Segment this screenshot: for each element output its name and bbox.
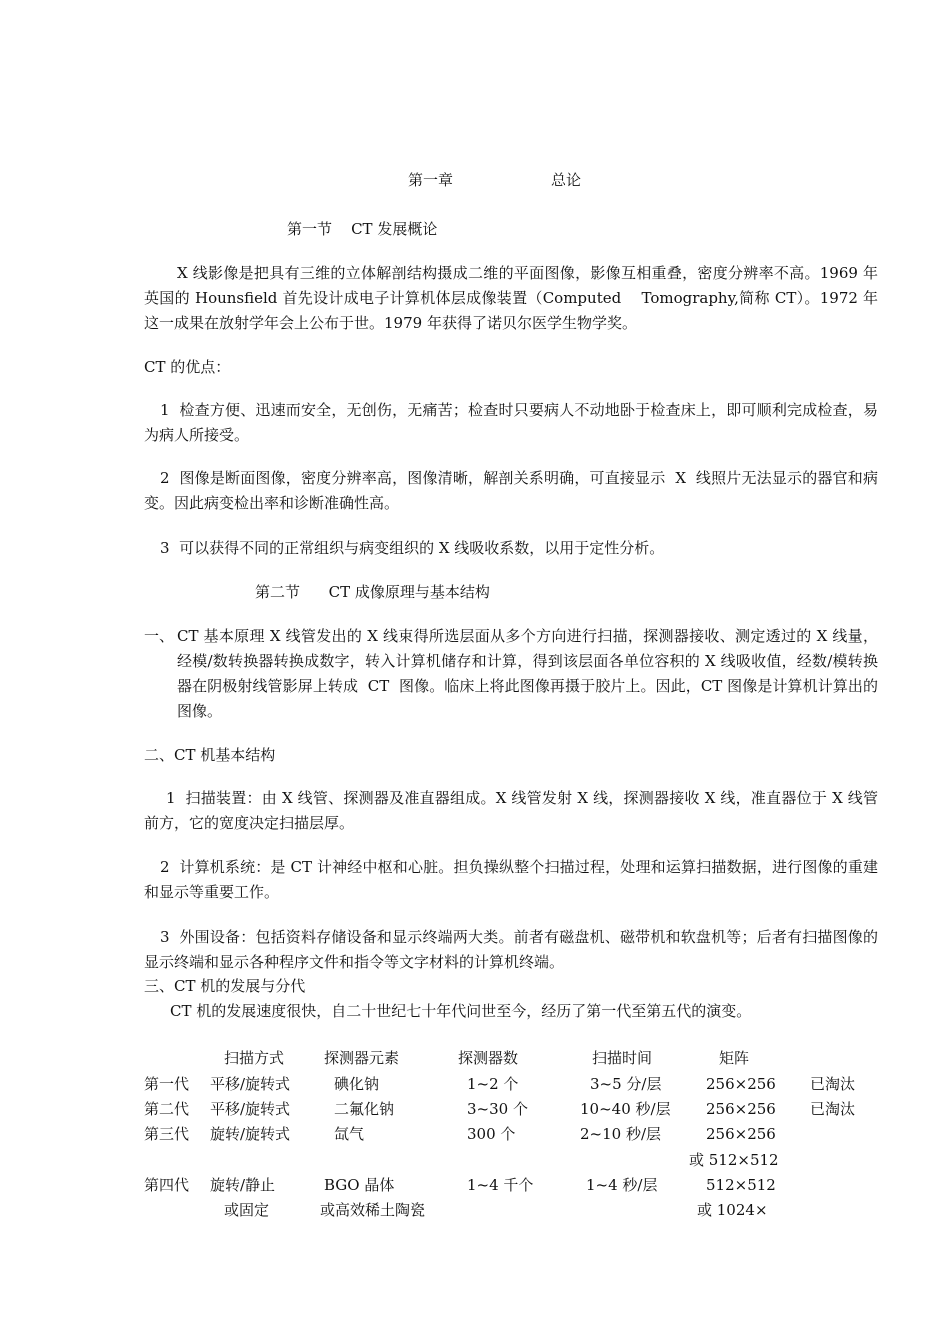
table-cell: 1~4 千个: [467, 1176, 534, 1194]
table-cell: 二氟化钠: [334, 1100, 395, 1118]
table-cell: 第二代: [144, 1100, 190, 1118]
table-cell: 旋转/旋转式: [210, 1125, 291, 1143]
development-title: 三、CT 机的发展与分代: [144, 977, 306, 995]
structure-item: 3 外围设备：包括资料存储设备和显示终端两大类。前者有磁盘机、磁带机和软盘机等；后者有扫描图像的显示终端和显示各种程序文件和指令等文字材料的计算机终端。: [144, 928, 878, 971]
table-cell: 平移/旋转式: [210, 1075, 291, 1093]
table-row: [0, 1098, 950, 1120]
chapter-number: 第一章: [408, 171, 454, 189]
structure-item: 1 扫描装置：由 X 线管、探测器及准直器组成。X 线管发射 X 线，探测器接收 X 线，准直器位于 X 线管前方，它的宽度决定扫描层厚。: [144, 789, 878, 832]
section2-heading: 第二节 CT 成像原理与基本结构: [255, 583, 490, 601]
table-cell: 256×256: [706, 1100, 776, 1118]
table-row: [0, 1149, 950, 1171]
section1-heading: 第一节 CT 发展概论: [287, 220, 438, 238]
principle-lead: 一、: [144, 627, 175, 645]
advantage-item: 2 图像是断面图像，密度分辨率高，图像清晰，解剖关系明确，可直接显示 X 线照片无法显示的器官和病变。因此病变检出率和诊断准确性高。: [144, 469, 878, 512]
table-row: [0, 1073, 950, 1095]
section1-intro: X 线影像是把具有三维的立体解剖结构摄成二维的平面图像，影像互相重叠，密度分辨率不高。1969 年英国的 Hounsfield 首先设计成电子计算机体层成像装置（Computed Tomography,简称 CT）。1972 年这一成果在放射学年会上公布于世。1979 年获得了诺贝尔医学生物学奖。: [144, 264, 878, 332]
table-cell: 512×512: [706, 1176, 776, 1194]
table-cell: 3~30 个: [467, 1100, 528, 1118]
table-cell: 或 1024×: [697, 1201, 768, 1219]
table-cell: 或高效稀土陶瓷: [320, 1201, 426, 1219]
development-text: CT 机的发展速度很快，自二十世纪七十年代问世至今，经历了第一代至第五代的演变。: [170, 1002, 752, 1020]
table-header: 探测器数: [458, 1049, 519, 1067]
table-cell: 旋转/静止: [210, 1176, 276, 1194]
structure-title: 二、CT 机基本结构: [144, 746, 276, 764]
structure-item: 2 计算机系统：是 CT 计神经中枢和心脏。担负操纵整个扫描过程，处理和运算扫描数据，进行图像的重建和显示等重要工作。: [144, 858, 878, 901]
table-cell: 1~2 个: [467, 1075, 519, 1093]
table-cell: 第一代: [144, 1075, 190, 1093]
table-header: 矩阵: [719, 1049, 750, 1067]
table-cell: 平移/旋转式: [210, 1100, 291, 1118]
table-cell: 256×256: [706, 1075, 776, 1093]
table-cell: 第三代: [144, 1125, 190, 1143]
table-cell: 256×256: [706, 1125, 776, 1143]
table-cell: 1~4 秒/层: [586, 1176, 658, 1194]
table-cell: 已淘汰: [810, 1075, 856, 1093]
advantage-item: 3 可以获得不同的正常组织与病变组织的 X 线吸收系数，以用于定性分析。: [160, 539, 665, 557]
table-cell: 3~5 分/层: [590, 1075, 662, 1093]
table-row: [0, 1123, 950, 1145]
chapter-title: 总论: [551, 171, 582, 189]
table-cell: 2~10 秒/层: [580, 1125, 662, 1143]
table-header: 扫描方式: [224, 1049, 285, 1067]
table-header-row: [0, 1047, 950, 1069]
table-cell: 碘化钠: [334, 1075, 380, 1093]
table-cell: 氙气: [334, 1125, 365, 1143]
table-cell: 或固定: [224, 1201, 270, 1219]
principle-text: CT 基本原理 X 线管发出的 X 线束得所选层面从多个方向进行扫描，探测器接收、测定透过的 X 线量，经模/数转换器转换成数字，转入计算机储存和计算，得到该层面各单位容积的 X 线吸收值，经数/模转换器在阴极射线管影屏上转成 CT 图像。临床上将此图像再摄于胶片上。因此，CT 图像是计算机计算出的图像。: [177, 627, 878, 720]
table-row: [0, 1174, 950, 1196]
advantage-item: 1 检查方便、迅速而安全，无创伤，无痛苦；检查时只要病人不动地卧于检查床上，即可顺利完成检查，易为病人所接受。: [144, 401, 878, 444]
table-cell: 或 512×512: [689, 1151, 779, 1169]
table-cell: 已淘汰: [810, 1100, 856, 1118]
advantages-title: CT 的优点：: [144, 358, 231, 376]
table-row: [0, 1199, 950, 1221]
table-cell: 300 个: [467, 1125, 516, 1143]
table-header: 扫描时间: [592, 1049, 653, 1067]
table-cell: BGO 晶体: [324, 1176, 395, 1194]
table-cell: 10~40 秒/层: [580, 1100, 671, 1118]
principle-paragraph: [144, 624, 878, 724]
table-header: 探测器元素: [324, 1049, 400, 1067]
table-cell: 第四代: [144, 1176, 190, 1194]
